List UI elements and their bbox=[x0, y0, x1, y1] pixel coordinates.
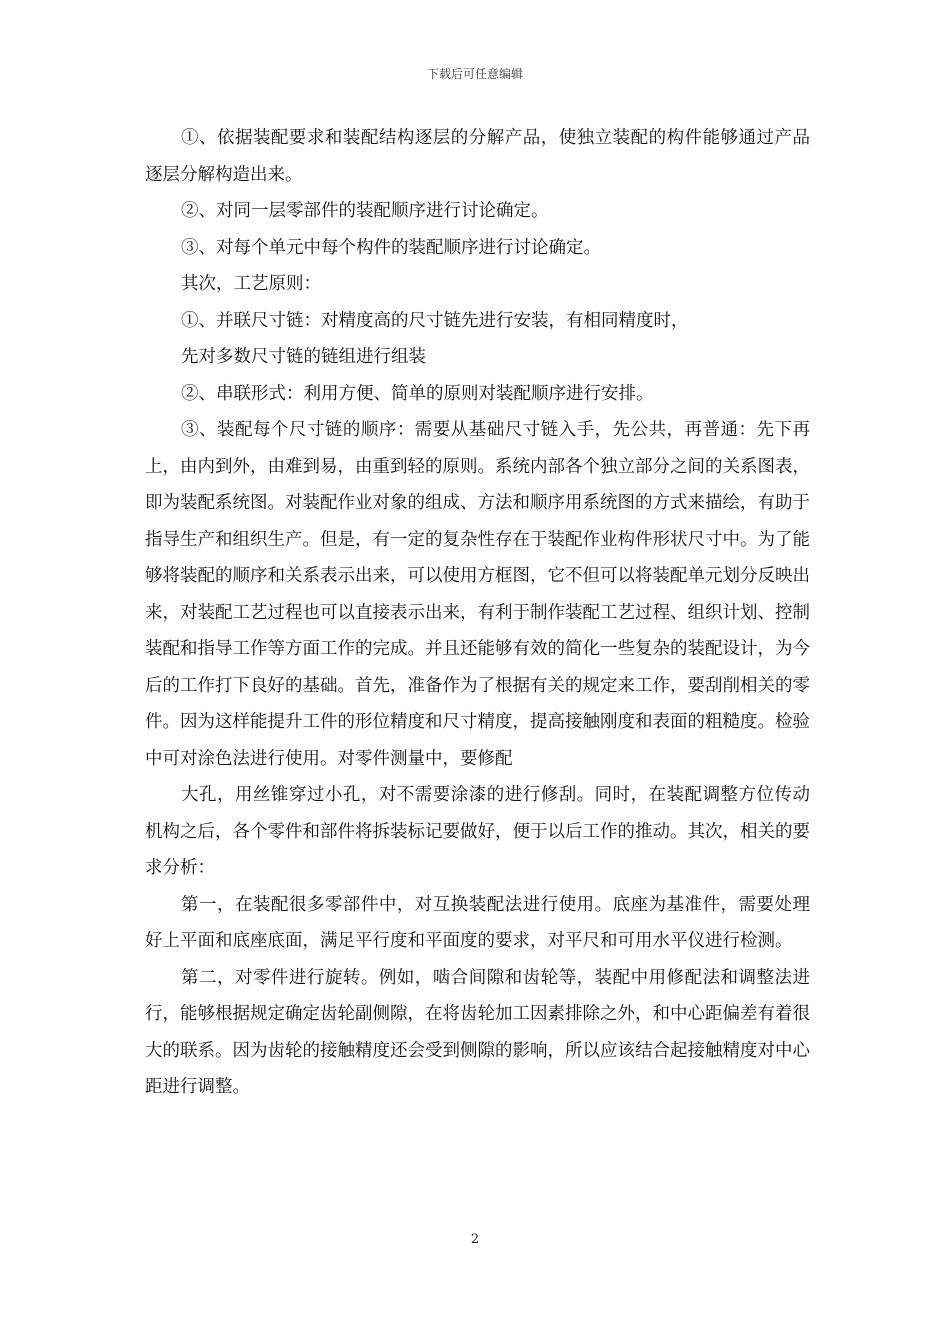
paragraph: 第一，在装配很多零部件中，对互换装配法进行使用。底座为基准件，需要处理好上平面和底座底面，满足平行度和平面度的要求，对平尺和可用水平仪进行检测。 bbox=[145, 894, 810, 951]
paragraph: 大孔，用丝锥穿过小孔，对不需要涂漆的进行修刮。同时，在装配调整方位传动机构之后，各个零件和部件将拆装标记要做好，便于以后工作的推动。其次，相关的要求分析： bbox=[145, 785, 810, 878]
paragraph: ②、对同一层零部件的装配顺序进行讨论确定。 bbox=[181, 201, 549, 221]
paragraph: 第二，对零件进行旋转。例如，啮合间隙和齿轮等，装配中用修配法和调整法进行，能够根据规定确定齿轮副侧隙，在将齿轮加工因素排除之外，和中心距偏差有着很大的联系。因为齿轮的接触精度还会受到侧隙的影响，所以应该结合起接触精度对中心距进行调整。 bbox=[145, 967, 810, 1097]
page-number: 2 bbox=[470, 1232, 480, 1247]
paragraph: ③、装配每个尺寸链的顺序：需要从基础尺寸链入手，先公共，再普通：先下再上，由内到外，由难到易，由重到轻的原则。系统内部各个独立部分之间的关系图表，即为装配系统图。对装配作业对象的组成、方法和顺序用系统图的方式来描绘，有助于指导生产和组织生产。但是，有一定的复杂性存在于装配作业构件形状尺寸中。为了能够将装配的顺序和关系表示出来，可以使用方框图，它不但可以将装配单元划分反映出来，对装配工艺过程也可以直接表示出来，有利于制作装配工艺过程、组织计划、控制装配和指导工作等方面工作的完成。并且还能够有效的简化一些复杂的装配设计，为今后的工作打下良好的基础。首先，准备作为了根据有关的规定来工作，要刮削相关的零件。因为这样能提升工件的形位精度和尺寸精度，提高接触刚度和表面的粗糙度。检验中可对涂色法进行使用。对零件测量中，要修配 bbox=[145, 420, 810, 769]
paragraph: ①、并联尺寸链：对精度高的尺寸链先进行安装，有相同精度时， bbox=[181, 310, 689, 331]
paragraph: 先对多数尺寸链的链组进行组装 bbox=[181, 347, 426, 367]
paragraph: ①、依据装配要求和装配结构逐层的分解产品，使独立装配的构件能够通过产品逐层分解构造出来。 bbox=[145, 128, 810, 185]
paragraph: 其次，工艺原则： bbox=[181, 274, 321, 294]
paragraph: ②、串联形式：利用方便、简单的原则对装配顺序进行安排。 bbox=[181, 383, 654, 404]
page-header-note: 下载后可任意编辑 bbox=[426, 67, 523, 81]
paragraph: ③、对每个单元中每个构件的装配顺序进行讨论确定。 bbox=[181, 237, 601, 258]
document-body bbox=[145, 120, 810, 1106]
